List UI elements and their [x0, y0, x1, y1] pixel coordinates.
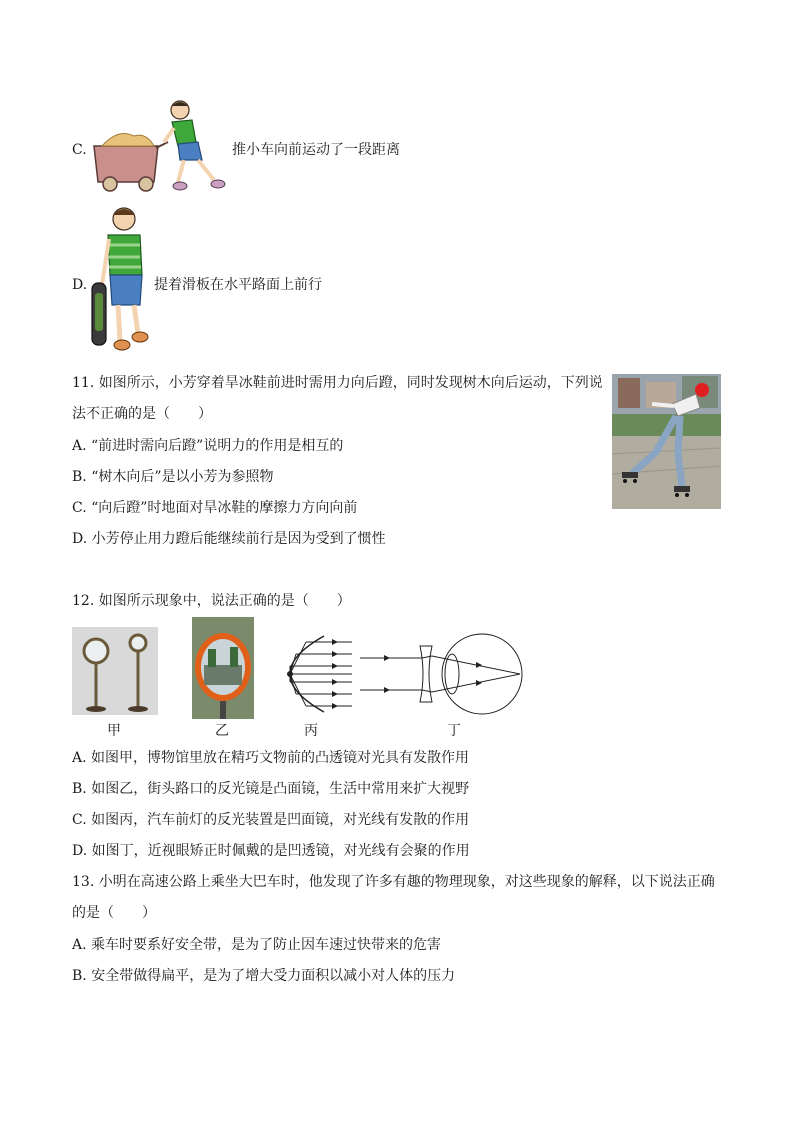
q11-stem-line1: 11. 如图所示，小芳穿着旱冰鞋前进时需用力向后蹬，同时发现树木向后运动，下列说: [72, 375, 603, 391]
boy-with-skateboard-illustration: [90, 205, 152, 357]
q11-stem-line2: 法不正确的是（ ）: [72, 406, 212, 422]
caption-ding: 丁: [447, 723, 461, 739]
roller-skater-photo: [612, 374, 721, 509]
option-c-text: 推小车向前运动了一段距离: [232, 142, 400, 158]
q13-option-b: B. 安全带做得扁平，是为了增大受力面积以减小对人体的压力: [72, 968, 456, 984]
q12-option-a: A. 如图甲，博物馆里放在精巧文物前的凸透镜对光具有发散作用: [72, 750, 470, 766]
q12-option-b: B. 如图乙，街头路口的反光镜是凸面镜，生活中常用来扩大视野: [72, 781, 470, 797]
q12-option-c: C. 如图丙，汽车前灯的反光装置是凹面镜，对光线有发散的作用: [72, 812, 470, 828]
caption-yi: 乙: [215, 723, 229, 739]
q13-stem-line1: 13. 小明在高速公路上乘坐大巴车时，他发现了许多有趣的物理现象，对这些现象的解释，以下说法正确: [72, 874, 715, 890]
caption-bing: 丙: [304, 723, 318, 739]
push-cart-illustration: [88, 98, 233, 194]
caption-jia: 甲: [107, 723, 121, 739]
option-d-letter: D.: [72, 277, 88, 293]
q11-option-d: D. 小芳停止用力蹬后能继续前行是因为受到了惯性: [72, 531, 386, 547]
q13-stem-line2: 的是（ ）: [72, 905, 156, 921]
magnifying-lens-stands-figure: [72, 627, 158, 715]
q12-stem: 12. 如图所示现象中，说法正确的是（ ）: [72, 593, 351, 609]
headlight-reflector-diagram: [266, 632, 354, 716]
q11-option-c: C. “向后蹬”时地面对旱冰鞋的摩擦力方向向前: [72, 500, 358, 516]
q12-option-d: D. 如图丁，近视眼矫正时佩戴的是凹透镜，对光线有会聚的作用: [72, 843, 470, 859]
option-c-letter: C.: [72, 142, 87, 158]
q11-option-b: B. “树木向后”是以小芳为参照物: [72, 469, 274, 485]
option-d-text: 提着滑板在水平路面上前行: [154, 277, 322, 293]
q13-option-a: A. 乘车时要系好安全带，是为了防止因车速过快带来的危害: [72, 937, 442, 953]
convex-mirror-figure: [192, 617, 254, 719]
myopia-correction-diagram: [360, 632, 524, 716]
q11-option-a: A. “前进时需向后蹬”说明力的作用是相互的: [72, 438, 344, 454]
